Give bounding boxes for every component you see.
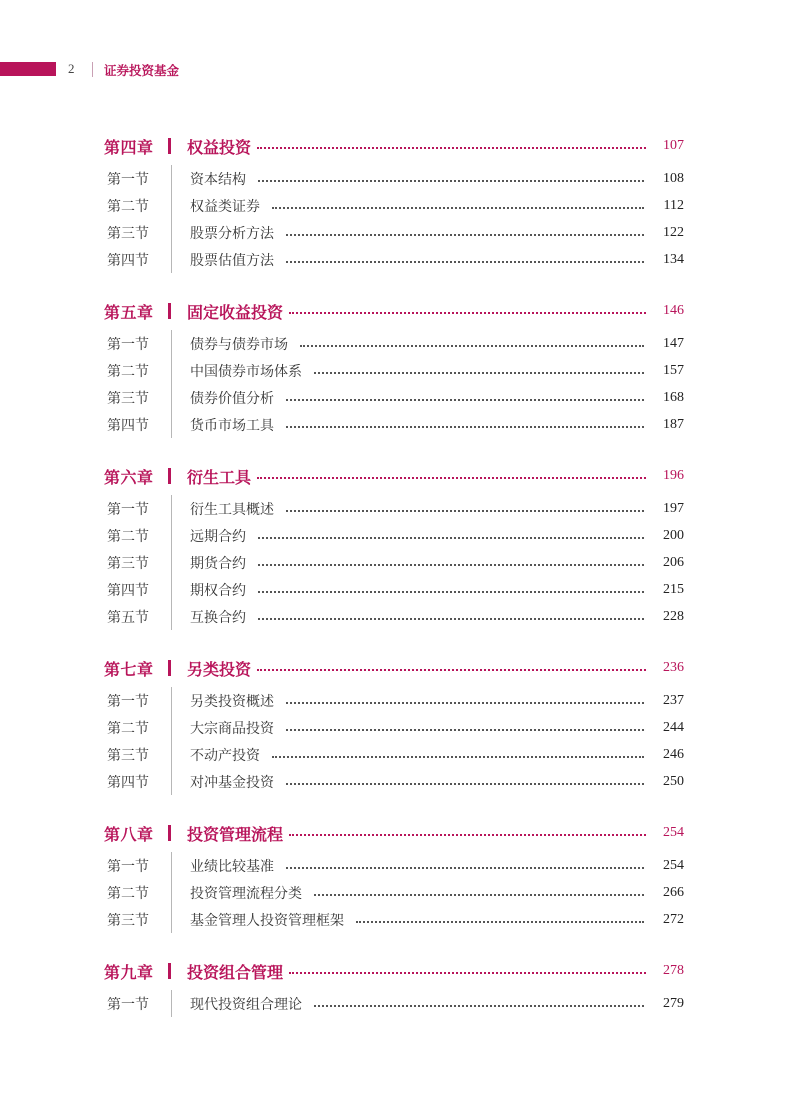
section-entry[interactable] xyxy=(104,741,684,768)
section-entry[interactable] xyxy=(104,522,684,549)
chapter-block xyxy=(104,654,684,795)
chapter-number: 第九章 xyxy=(104,962,154,982)
section-title: 现代投资组合理论 xyxy=(190,996,302,1013)
dot-leader xyxy=(286,867,644,869)
section-number: 第四节 xyxy=(107,582,149,599)
section-page-number: 250 xyxy=(663,773,684,789)
chapter-entry[interactable] xyxy=(104,297,684,325)
section-number: 第一节 xyxy=(107,693,149,710)
section-divider xyxy=(171,576,172,603)
section-entry[interactable] xyxy=(104,246,684,273)
section-page-number: 187 xyxy=(663,416,684,432)
section-page-number: 157 xyxy=(663,362,684,378)
section-divider xyxy=(171,687,172,714)
section-number: 第一节 xyxy=(107,171,149,188)
section-entry[interactable] xyxy=(104,879,684,906)
section-page-number: 200 xyxy=(663,527,684,543)
section-page-number: 228 xyxy=(663,608,684,624)
section-title: 股票估值方法 xyxy=(190,252,274,269)
dot-leader xyxy=(258,618,644,620)
section-title: 业绩比较基准 xyxy=(190,858,274,875)
section-number: 第三节 xyxy=(107,225,149,242)
section-page-number: 266 xyxy=(663,884,684,900)
section-title: 资本结构 xyxy=(190,171,246,188)
section-divider xyxy=(171,879,172,906)
dot-leader xyxy=(272,756,644,758)
section-entry[interactable] xyxy=(104,384,684,411)
section-page-number: 246 xyxy=(663,746,684,762)
section-entry[interactable] xyxy=(104,768,684,795)
section-page-number: 134 xyxy=(663,251,684,267)
section-number: 第四节 xyxy=(107,252,149,269)
running-title: 证券投资基金 xyxy=(104,63,180,78)
dot-leader xyxy=(257,147,646,149)
section-page-number: 237 xyxy=(663,692,684,708)
section-number: 第一节 xyxy=(107,996,149,1013)
section-number: 第二节 xyxy=(107,528,149,545)
section-page-number: 254 xyxy=(663,857,684,873)
section-entry[interactable] xyxy=(104,357,684,384)
dot-leader xyxy=(289,972,646,974)
section-number: 第四节 xyxy=(107,417,149,434)
chapter-title: 投资组合管理 xyxy=(187,962,284,982)
table-of-contents xyxy=(104,132,684,1041)
chapter-marker xyxy=(168,660,171,676)
section-number: 第二节 xyxy=(107,198,149,215)
dot-leader xyxy=(356,921,644,923)
chapter-page-number: 107 xyxy=(663,138,684,153)
dot-leader xyxy=(286,729,644,731)
section-entry[interactable] xyxy=(104,714,684,741)
section-entry[interactable] xyxy=(104,330,684,357)
section-page-number: 197 xyxy=(663,500,684,516)
section-title: 另类投资概述 xyxy=(190,693,274,710)
section-divider xyxy=(171,165,172,192)
section-title: 债券价值分析 xyxy=(190,390,274,407)
section-page-number: 112 xyxy=(663,197,684,213)
dot-leader xyxy=(258,564,644,566)
dot-leader xyxy=(258,537,644,539)
chapter-number: 第八章 xyxy=(104,824,154,844)
section-divider xyxy=(171,330,172,357)
chapter-block xyxy=(104,132,684,273)
dot-leader xyxy=(258,180,644,182)
dot-leader xyxy=(286,426,644,428)
section-number: 第三节 xyxy=(107,555,149,572)
dot-leader xyxy=(257,477,646,479)
dot-leader xyxy=(289,312,646,314)
section-page-number: 122 xyxy=(663,224,684,240)
section-number: 第三节 xyxy=(107,912,149,929)
section-page-number: 206 xyxy=(663,554,684,570)
section-title: 基金管理人投资管理框架 xyxy=(190,912,344,929)
section-entry[interactable] xyxy=(104,906,684,933)
section-number: 第四节 xyxy=(107,774,149,791)
section-number: 第二节 xyxy=(107,720,149,737)
section-page-number: 244 xyxy=(663,719,684,735)
section-title: 期货合约 xyxy=(190,555,246,572)
section-entry[interactable] xyxy=(104,687,684,714)
section-divider xyxy=(171,549,172,576)
chapter-page-number: 196 xyxy=(663,468,684,483)
section-title: 衍生工具概述 xyxy=(190,501,274,518)
section-divider xyxy=(171,906,172,933)
section-title: 债券与债券市场 xyxy=(190,336,288,353)
chapter-entry[interactable] xyxy=(104,132,684,160)
section-divider xyxy=(171,990,172,1017)
section-page-number: 108 xyxy=(663,170,684,186)
dot-leader xyxy=(286,783,644,785)
chapter-marker xyxy=(168,303,171,319)
chapter-number: 第四章 xyxy=(104,137,154,157)
section-page-number: 215 xyxy=(663,581,684,597)
dot-leader xyxy=(286,702,644,704)
chapter-page-number: 236 xyxy=(663,660,684,675)
section-title: 期权合约 xyxy=(190,582,246,599)
section-title: 互换合约 xyxy=(190,609,246,626)
section-divider xyxy=(171,768,172,795)
section-title: 股票分析方法 xyxy=(190,225,274,242)
section-entry[interactable] xyxy=(104,549,684,576)
dot-leader xyxy=(257,669,646,671)
section-title: 大宗商品投资 xyxy=(190,720,274,737)
chapter-block xyxy=(104,297,684,438)
section-number: 第五节 xyxy=(107,609,149,626)
dot-leader xyxy=(272,207,644,209)
chapter-marker xyxy=(168,138,171,154)
chapter-block xyxy=(104,819,684,933)
header-separator xyxy=(92,62,93,77)
section-entry[interactable] xyxy=(104,990,684,1017)
section-divider xyxy=(171,219,172,246)
chapter-title: 固定收益投资 xyxy=(187,302,284,322)
dot-leader xyxy=(286,399,644,401)
section-divider xyxy=(171,384,172,411)
chapter-entry[interactable] xyxy=(104,819,684,847)
chapter-number: 第五章 xyxy=(104,302,154,322)
chapter-marker xyxy=(168,963,171,979)
section-title: 中国债券市场体系 xyxy=(190,363,302,380)
chapter-number: 第六章 xyxy=(104,467,154,487)
chapter-title: 投资管理流程 xyxy=(187,824,284,844)
chapter-page-number: 146 xyxy=(663,303,684,318)
section-number: 第二节 xyxy=(107,363,149,380)
section-title: 对冲基金投资 xyxy=(190,774,274,791)
chapter-title: 另类投资 xyxy=(187,659,252,679)
section-divider xyxy=(171,522,172,549)
dot-leader xyxy=(300,345,644,347)
section-divider xyxy=(171,741,172,768)
section-divider xyxy=(171,714,172,741)
chapter-title: 权益投资 xyxy=(187,137,252,157)
section-title: 远期合约 xyxy=(190,528,246,545)
page-number: 2 xyxy=(68,61,75,76)
section-number: 第二节 xyxy=(107,885,149,902)
chapter-marker xyxy=(168,825,171,841)
chapter-number: 第七章 xyxy=(104,659,154,679)
dot-leader xyxy=(258,591,644,593)
section-page-number: 272 xyxy=(663,911,684,927)
chapter-page-number: 254 xyxy=(663,825,684,840)
section-divider xyxy=(171,603,172,630)
section-title: 投资管理流程分类 xyxy=(190,885,302,902)
dot-leader xyxy=(314,372,644,374)
section-entry[interactable] xyxy=(104,165,684,192)
section-entry[interactable] xyxy=(104,495,684,522)
dot-leader xyxy=(289,834,646,836)
section-divider xyxy=(171,495,172,522)
dot-leader xyxy=(314,1005,644,1007)
dot-leader xyxy=(286,510,644,512)
section-divider xyxy=(171,411,172,438)
dot-leader xyxy=(314,894,644,896)
section-divider xyxy=(171,246,172,273)
chapter-marker xyxy=(168,468,171,484)
section-divider xyxy=(171,357,172,384)
section-page-number: 147 xyxy=(663,335,684,351)
section-entry[interactable] xyxy=(104,192,684,219)
section-title: 货币市场工具 xyxy=(190,417,274,434)
section-entry[interactable] xyxy=(104,411,684,438)
section-page-number: 279 xyxy=(663,995,684,1011)
section-number: 第一节 xyxy=(107,501,149,518)
section-title: 不动产投资 xyxy=(190,747,260,764)
chapter-block xyxy=(104,462,684,630)
chapter-page-number: 278 xyxy=(663,963,684,978)
chapter-title: 衍生工具 xyxy=(187,467,252,487)
section-number: 第三节 xyxy=(107,747,149,764)
section-divider xyxy=(171,192,172,219)
section-number: 第一节 xyxy=(107,858,149,875)
dot-leader xyxy=(286,234,644,236)
section-entry[interactable] xyxy=(104,852,684,879)
section-divider xyxy=(171,852,172,879)
section-number: 第一节 xyxy=(107,336,149,353)
section-entry[interactable] xyxy=(104,576,684,603)
section-title: 权益类证券 xyxy=(190,198,260,215)
dot-leader xyxy=(286,261,644,263)
section-page-number: 168 xyxy=(663,389,684,405)
section-entry[interactable] xyxy=(104,219,684,246)
chapter-entry[interactable] xyxy=(104,654,684,682)
chapter-entry[interactable] xyxy=(104,462,684,490)
header-accent-bar xyxy=(0,62,56,76)
section-entry[interactable] xyxy=(104,603,684,630)
chapter-block xyxy=(104,957,684,1017)
chapter-entry[interactable] xyxy=(104,957,684,985)
section-number: 第三节 xyxy=(107,390,149,407)
